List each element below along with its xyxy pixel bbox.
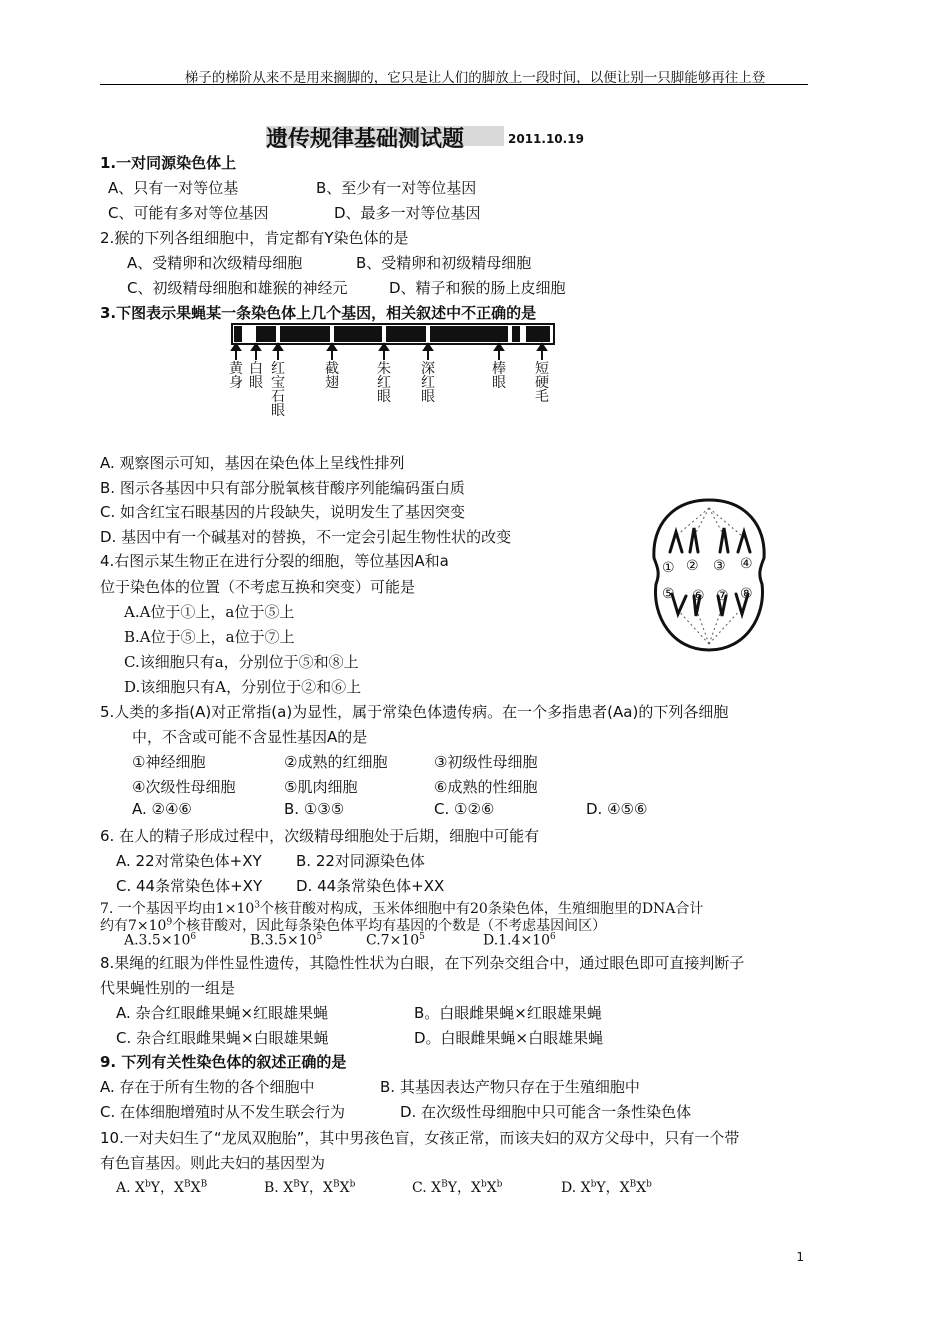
q8-option-c: C. 杂合红眼雌果蝇×白眼雄果蝇 bbox=[116, 1029, 329, 1047]
cell-label-3: ③ bbox=[713, 558, 726, 574]
q6-option-d: D. 44条常染色体+XX bbox=[296, 877, 445, 895]
cell-label-1: ① bbox=[662, 560, 675, 576]
q5-item-2: ②成熟的红细胞 bbox=[284, 753, 388, 771]
q2-option-d: D、精子和猴的肠上皮细胞 bbox=[389, 279, 566, 297]
q3-option-c: C. 如含红宝石眼基因的片段缺失，说明发生了基因突变 bbox=[100, 503, 466, 521]
q6-option-b: B. 22对同源染色体 bbox=[296, 852, 425, 870]
q5-item-6: ⑥成熟的性细胞 bbox=[434, 778, 538, 796]
gene-label-cut-wing: 截翅 bbox=[325, 361, 339, 391]
q7-stem-line2: 约有$7\times 10^9$个核苷酸对，因此每条染色体平均有基因的个数是（不考虑基因间区） bbox=[100, 917, 607, 934]
gene-label-bar-eye: 棒眼 bbox=[492, 361, 506, 391]
q1-option-c: C、可能有多对等位基因 bbox=[108, 204, 269, 222]
cell-label-6: ⑥ bbox=[692, 588, 705, 604]
q5-option-b: B. ①③⑤ bbox=[284, 800, 345, 818]
q8-option-d: D。白眼雌果蝇×白眼雄果蝇 bbox=[414, 1029, 604, 1047]
q7-option-c: $C.7\times 10^5$ bbox=[366, 932, 425, 949]
q8-stem-line2: 代果蝇性别的一组是 bbox=[100, 979, 236, 997]
q7-option-d: $D.1.4\times 10^6$ bbox=[483, 932, 556, 949]
page-title: 遗传规律基础测试题 bbox=[266, 127, 465, 152]
cell-label-8: ⑧ bbox=[740, 586, 753, 602]
cell-label-5: ⑤ bbox=[662, 586, 675, 602]
q1-option-b: B、至少有一对等位基因 bbox=[316, 179, 477, 197]
q5-option-c: C. ①②⑥ bbox=[434, 800, 495, 818]
q7-option-b: $B.3.5\times 10^5$ bbox=[250, 932, 323, 949]
q5-option-d: D. ④⑤⑥ bbox=[586, 800, 648, 818]
q4-option-b: B.A位于⑤上，a位于⑦上 bbox=[124, 628, 295, 646]
q4-stem-line1: 4.右图示某生物正在进行分裂的细胞，等位基因A和a bbox=[100, 552, 449, 570]
q2-stem: 2.猴的下列各组细胞中，肯定都有Y染色体的是 bbox=[100, 229, 409, 247]
q6-option-a: A. 22对常染色体+XY bbox=[116, 852, 262, 870]
q3-stem: 3.下图表示果蝇某一条染色体上几个基因，相关叙述中不正确的是 bbox=[100, 304, 537, 322]
test-date: 2011.10.19 bbox=[508, 132, 584, 146]
q2-option-c: C、初级精母细胞和雄猴的神经元 bbox=[127, 279, 348, 297]
q8-option-b: B。白眼雌果蝇×红眼雄果蝇 bbox=[414, 1004, 602, 1022]
q1-option-d: D、最多一对等位基因 bbox=[334, 204, 481, 222]
q5-option-a: A. ②④⑥ bbox=[132, 800, 192, 818]
q5-item-3: ③初级性母细胞 bbox=[434, 753, 538, 771]
q7-stem-line1: 7. 一个基因平均由$1\times 10^3$个核苷酸对构成，玉米体细胞中有20条染色体，生殖细胞里的DNA合计 bbox=[100, 900, 704, 917]
q2-option-a: A、受精卵和次级精母细胞 bbox=[127, 254, 303, 272]
gene-label-ruby-eye: 红宝石眼 bbox=[271, 361, 285, 419]
q1-stem: 1.一对同源染色体上 bbox=[100, 154, 237, 172]
q9-option-d: D. 在次级性母细胞中只可能含一条性染色体 bbox=[400, 1103, 692, 1121]
q9-option-a: A. 存在于所有生物的各个细胞中 bbox=[100, 1078, 315, 1096]
q7-option-a: $A.3.5\times 10^6$ bbox=[124, 932, 197, 949]
q3-option-a: A. 观察图示可知，基因在染色体上呈线性排列 bbox=[100, 454, 405, 472]
header-rule bbox=[100, 84, 808, 85]
cell-label-7: ⑦ bbox=[716, 588, 729, 604]
q8-option-a: A. 杂合红眼雌果蝇×红眼雄果蝇 bbox=[116, 1004, 329, 1022]
q4-option-a: A.A位于①上，a位于⑤上 bbox=[124, 603, 295, 621]
q10-option-d: D. $X^bY$，$X^BX^b$ bbox=[561, 1179, 652, 1196]
q1-option-a: A、只有一对等位基 bbox=[108, 179, 239, 197]
q3-option-b: B. 图示各基因中只有部分脱氧核苷酸序列能编码蛋白质 bbox=[100, 479, 465, 497]
q9-option-b: B. 其基因表达产物只存在于生殖细胞中 bbox=[380, 1078, 640, 1096]
q10-option-c: C. $X^BY$，$X^bX^b$ bbox=[412, 1179, 503, 1196]
q10-option-b: B. $X^BY$，$X^BX^b$ bbox=[264, 1179, 356, 1196]
q5-item-5: ⑤肌肉细胞 bbox=[284, 778, 358, 796]
gene-label-garnet-eye: 深红眼 bbox=[421, 361, 435, 405]
gene-label-short-bristle: 短硬毛 bbox=[535, 361, 549, 405]
page-number: 1 bbox=[796, 1250, 804, 1264]
q5-item-4: ④次级性母细胞 bbox=[132, 778, 236, 796]
cell-label-4: ④ bbox=[740, 556, 753, 572]
q5-item-1: ①神经细胞 bbox=[132, 753, 206, 771]
dividing-cell-diagram bbox=[646, 496, 772, 656]
q4-stem-line2: 位于染色体的位置（不考虑互换和突变）可能是 bbox=[100, 578, 416, 596]
q10-stem-line2: 有色盲基因。则此夫妇的基因型为 bbox=[100, 1154, 326, 1172]
q4-option-c: C.该细胞只有a，分别位于⑤和⑧上 bbox=[124, 653, 359, 671]
q9-stem: 9. 下列有关性染色体的叙述正确的是 bbox=[100, 1053, 347, 1071]
q4-option-d: D.该细胞只有A，分别位于②和⑥上 bbox=[124, 678, 362, 696]
cell-label-2: ② bbox=[686, 558, 699, 574]
q5-stem-line2: 中，不含或可能不含显性基因A的是 bbox=[132, 728, 368, 746]
q5-stem-line1: 5.人类的多指(A)对正常指(a)为显性，属于常染色体遗传病。在一个多指患者(Aa)的下列各细胞 bbox=[100, 703, 729, 721]
q6-stem: 6. 在人的精子形成过程中，次级精母细胞处于后期，细胞中可能有 bbox=[100, 827, 540, 845]
q6-option-c: C. 44条常染色体+XY bbox=[116, 877, 263, 895]
q8-stem-line1: 8.果绳的红眼为伴性显性遗传，其隐性性状为白眼，在下列杂交组合中，通过眼色即可直接判断子 bbox=[100, 954, 745, 972]
page-header-quote: 梯子的梯阶从来不是用来搁脚的，它只是让人们的脚放上一段时间，以便让别一只脚能够再往上登 bbox=[184, 70, 766, 86]
q10-option-a: A. $X^bY$，$X^BX^B$ bbox=[116, 1179, 208, 1196]
gene-label-yellow-body: 黄身 bbox=[229, 361, 243, 391]
gene-label-vermilion-eye: 朱红眼 bbox=[377, 361, 391, 405]
q3-option-d: D. 基因中有一个碱基对的替换，不一定会引起生物性状的改变 bbox=[100, 528, 512, 546]
q9-option-c: C. 在体细胞增殖时从不发生联会行为 bbox=[100, 1103, 346, 1121]
q10-stem-line1: 10.一对夫妇生了“龙凤双胞胎”，其中男孩色盲，女孩正常，而该夫妇的双方父母中，只有一个带 bbox=[100, 1129, 740, 1147]
gene-label-white-eye: 白眼 bbox=[249, 361, 263, 391]
q2-option-b: B、受精卵和初级精母细胞 bbox=[356, 254, 532, 272]
